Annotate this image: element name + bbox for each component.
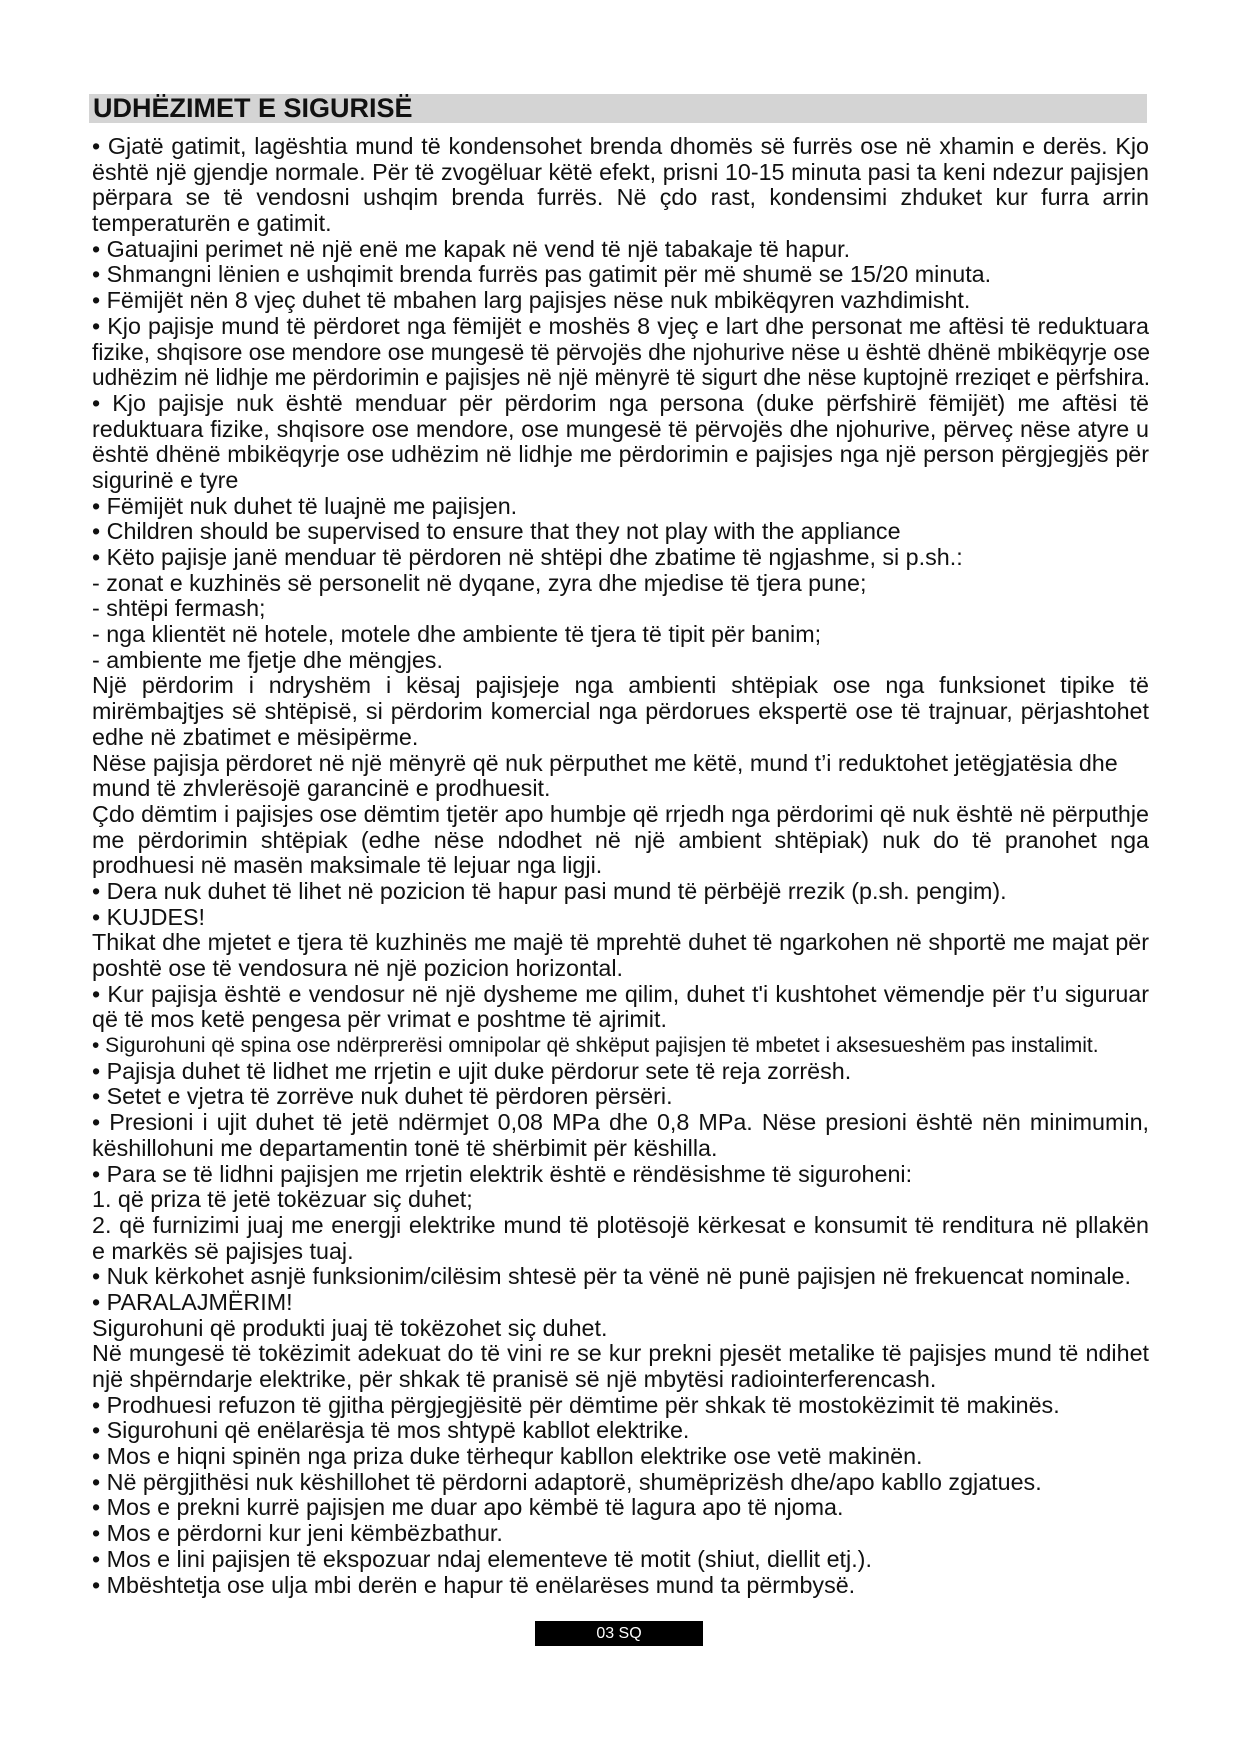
text-line: - shtëpi fermash; (92, 595, 266, 622)
paragraph (92, 673, 1150, 750)
paragraph (92, 288, 1150, 314)
text-line: Një përdorim i ndryshëm i kësaj pajisjeje nga ambienti shtëpiak ose nga funksionet tipike të (92, 672, 1149, 699)
paragraph (92, 391, 1150, 494)
text-line: është dhënë mbikëqyrje ose udhëzim në lidhje me përdorimin e pajisjes nga një person përgjegjës për (92, 441, 1149, 468)
text-line: Në mungesë të tokëzimit adekuat do të vini re se kur prekni pjesët metalike të pajisjes mund të ndihet (92, 1340, 1149, 1367)
text-line: • Prodhuesi refuzon të gjitha përgjegjësitë për dëmtime për shkak të mostokëzimit të makinës. (92, 1391, 1060, 1418)
text-line: është një gjendje normale. Për të zvogëluar këtë efekt, prisni 10-15 minuta pasi ta keni ndezur pajisjen (92, 158, 1149, 185)
text-line: • Mos e përdorni kur jeni këmbëzbathur. (92, 1520, 503, 1547)
list-item (92, 571, 1150, 597)
paragraph (92, 1316, 1150, 1342)
text-line: • Para se të lidhni pajisjen me rrjetin elektrik është e rëndësishme të siguroheni: (92, 1160, 913, 1187)
paragraph (92, 1547, 1150, 1573)
text-line: fizike, shqisore ose mendore ose mungesë të përvojës dhe njohurive nëse u është dhënë mbikëqyrje ose (92, 338, 1150, 365)
paragraph (92, 1110, 1150, 1161)
paragraph (92, 314, 1150, 391)
text-line: udhëzim në lidhje me përdorimin e pajisjes në një mënyrë të sigurt dhe nëse kuptojnë rreziqet e përfshira. (92, 364, 1150, 391)
text-line: • Këto pajisje janë menduar të përdoren në shtëpi dhe zbatime të ngjashme, si p.sh.: (92, 544, 963, 570)
text-line: • Mos e prekni kurrë pajisjen me duar apo këmbë të lagura apo të njoma. (92, 1494, 844, 1521)
section-heading-bar (89, 94, 1147, 123)
text-line: - ambiente me fjetje dhe mëngjes. (92, 646, 443, 673)
text-line: Nëse pajisja përdoret në një mënyrë që nuk përputhet me këtë, mund t’i reduktohet jetëgjatësia dhe (92, 749, 1118, 776)
paragraph (92, 1470, 1150, 1496)
paragraph (92, 134, 1150, 237)
text-line: • Pajisja duhet të lidhet me rrjetin e ujit duke përdorur sete të reja zorrësh. (92, 1057, 852, 1084)
paragraph (92, 1341, 1150, 1392)
paragraph (92, 905, 1150, 931)
page-number-badge (535, 1621, 703, 1646)
list-item (92, 648, 1150, 674)
text-line: një shpërndarje elektrike, për shkak të pranisë së një mbytësi radiointerferencash. (92, 1366, 937, 1392)
list-item (92, 1213, 1150, 1264)
paragraph (92, 982, 1150, 1033)
paragraph (92, 1573, 1150, 1599)
text-line: prodhuesi në masën maksimale të lejuar nga ligji. (92, 852, 603, 879)
text-line: e markës së pajisjes tuaj. (92, 1237, 354, 1264)
paragraph (92, 519, 1150, 545)
text-line: mirëmbajtjes së shtëpisë, si përdorim komercial nga përdorues ekspertë ose të trajnuar, përjashtohet (92, 698, 1149, 725)
paragraph (92, 1521, 1150, 1547)
text-line: • Mbështetja ose ulja mbi derën e hapur të enëlarëses mund ta përmbysë. (92, 1571, 856, 1598)
paragraph (92, 802, 1150, 879)
text-line: • Kjo pajisje nuk është menduar për përdorim nga persona (duke përfshirë fëmijët) me aftësi të (92, 389, 1149, 416)
text-line: 2. që furnizimi juaj me energji elektrike mund të plotësojë kërkesat e konsumit të renditura në pllakën (92, 1211, 1149, 1238)
paragraph (92, 751, 1150, 802)
paragraph (92, 879, 1150, 905)
text-line: • Fëmijët nën 8 vjeç duhet të mbahen larg pajisjes nëse nuk mbikëqyren vazhdimisht. (92, 287, 971, 314)
text-line: • KUJDES! (92, 903, 206, 930)
text-line: • Nuk kërkohet asnjë funksionim/cilësim shtesë për ta vënë në punë pajisjen në frekuencat nominale. (92, 1263, 1131, 1290)
text-line: që të mos ketë pengesa për vrimat e poshtme të ajrimit. (92, 1006, 667, 1033)
paragraph (92, 545, 1150, 571)
paragraph (92, 1084, 1150, 1110)
text-line: me përdorimin shtëpiak (edhe nëse ndodhet në një ambient shtëpiak) nuk do të pranohet nga (92, 826, 1149, 853)
text-line: • Presioni i ujit duhet të jetë ndërmjet 0,08 MPa dhe 0,8 MPa. Nëse presioni është nën minimumin, (92, 1109, 1149, 1136)
paragraph (92, 1059, 1150, 1085)
text-line: Sigurohuni që produkti juaj të tokëzohet siç duhet. (92, 1314, 608, 1341)
text-line: • Shmangni lënien e ushqimit brenda furrës pas gatimit për më shumë se 15/20 minuta. (92, 261, 992, 288)
text-line: - nga klientët në hotele, motele dhe ambiente të tjera të tipit për banim; (92, 621, 822, 648)
text-line: përpara se të vendosni ushqim brenda furrës. Në çdo rast, kondensimi zhduket kur furra arrin (92, 184, 1149, 211)
paragraph (92, 237, 1150, 263)
text-line: mund të zhvlerësojë garancinë e prodhuesit. (92, 775, 551, 802)
text-line: • Children should be supervised to ensure that they not play with the appliance (92, 518, 901, 545)
text-line: • Sigurohuni që enëlarësja të mos shtypë kabllot elektrike. (92, 1417, 690, 1444)
text-line: Çdo dëmtim i pajisjes ose dëmtim tjetër apo humbje që rrjedh nga përdorimi që nuk është në përputhje (92, 800, 1149, 827)
paragraph (92, 1418, 1150, 1444)
text-line: • Në përgjithësi nuk këshillohet të përdorni adaptorë, shumëprizësh dhe/apo kabllo zgjatues. (92, 1468, 1042, 1495)
text-line: • Sigurohuni që spina ose ndërprerësi omnipolar që shkëput pajisjen të mbetet i aksesueshëm pas instalimit. (92, 1034, 1099, 1058)
paragraph (92, 1495, 1150, 1521)
text-line: • Mos e hiqni spinën nga priza duke tërhequr kabllon elektrike ose vetë makinën. (92, 1443, 923, 1470)
text-line: poshtë ose të vendosura në një pozicion horizontal. (92, 955, 624, 981)
text-line: Thikat dhe mjetet e tjera të kuzhinës me majë të mprehtë duhet të ngarkohen në shportë me majat për (92, 929, 1149, 956)
paragraph (92, 494, 1150, 520)
text-line: • Setet e vjetra të zorrëve nuk duhet të përdoren përsëri. (92, 1083, 673, 1110)
paragraph (92, 930, 1150, 981)
page-number: 03 SQ (596, 1625, 642, 1642)
text-line: • Kjo pajisje mund të përdoret nga fëmijët e moshës 8 vjeç e lart dhe personat me aftësi të reduktuara (92, 312, 1149, 339)
paragraph (92, 1264, 1150, 1290)
text-line: • Fëmijët nuk duhet të luajnë me pajisjen. (92, 492, 518, 519)
safety-instructions-body (92, 134, 1150, 1598)
list-item (92, 1187, 1150, 1213)
text-line: • Mos e lini pajisjen të ekspozuar ndaj elementeve të motit (shiut, diellit etj.). (92, 1545, 872, 1572)
text-line: sigurinë e tyre (92, 466, 239, 493)
text-line: • Gjatë gatimit, lagështia mund të kondensohet brenda dhomës së furrës ose në xhamin e derës. Kjo (92, 133, 1149, 159)
paragraph (92, 1290, 1150, 1316)
paragraph (92, 1162, 1150, 1188)
text-line: 1. që priza të jetë tokëzuar siç duhet; (92, 1186, 473, 1213)
section-title: UDHËZIMET E SIGURISË (93, 93, 413, 123)
text-line: • Dera nuk duhet të lihet në pozicion të hapur pasi mund të përbëjë rrezik (p.sh. pengim). (92, 877, 1007, 904)
text-line: • Gatuajini perimet në një enë me kapak në vend të një tabakaje të hapur. (92, 235, 851, 262)
paragraph (92, 1393, 1150, 1419)
text-line: edhe në zbatimet e mësipërme. (92, 723, 419, 750)
text-line: • Kur pajisja është e vendosur në një dysheme me qilim, duhet t'i kushtohet vëmendje për t’u siguruar (92, 980, 1149, 1007)
text-line: këshillohuni me departamentin tonë të shërbimit për këshilla. (92, 1134, 718, 1161)
paragraph (92, 1444, 1150, 1470)
text-line: • PARALAJMËRIM! (92, 1288, 293, 1315)
paragraph (92, 262, 1150, 288)
paragraph (92, 1033, 1150, 1059)
text-line: reduktuara fizike, shqisore ose mendore, ose mungesë të përvojës dhe njohurive, përveç nëse atyre u (92, 415, 1149, 442)
list-item (92, 622, 1150, 648)
text-line: - zonat e kuzhinës së personelit në dyqane, zyra dhe mjedise të tjera pune; (92, 569, 867, 596)
text-line: temperaturën e gatimit. (92, 210, 332, 237)
list-item (92, 596, 1150, 622)
